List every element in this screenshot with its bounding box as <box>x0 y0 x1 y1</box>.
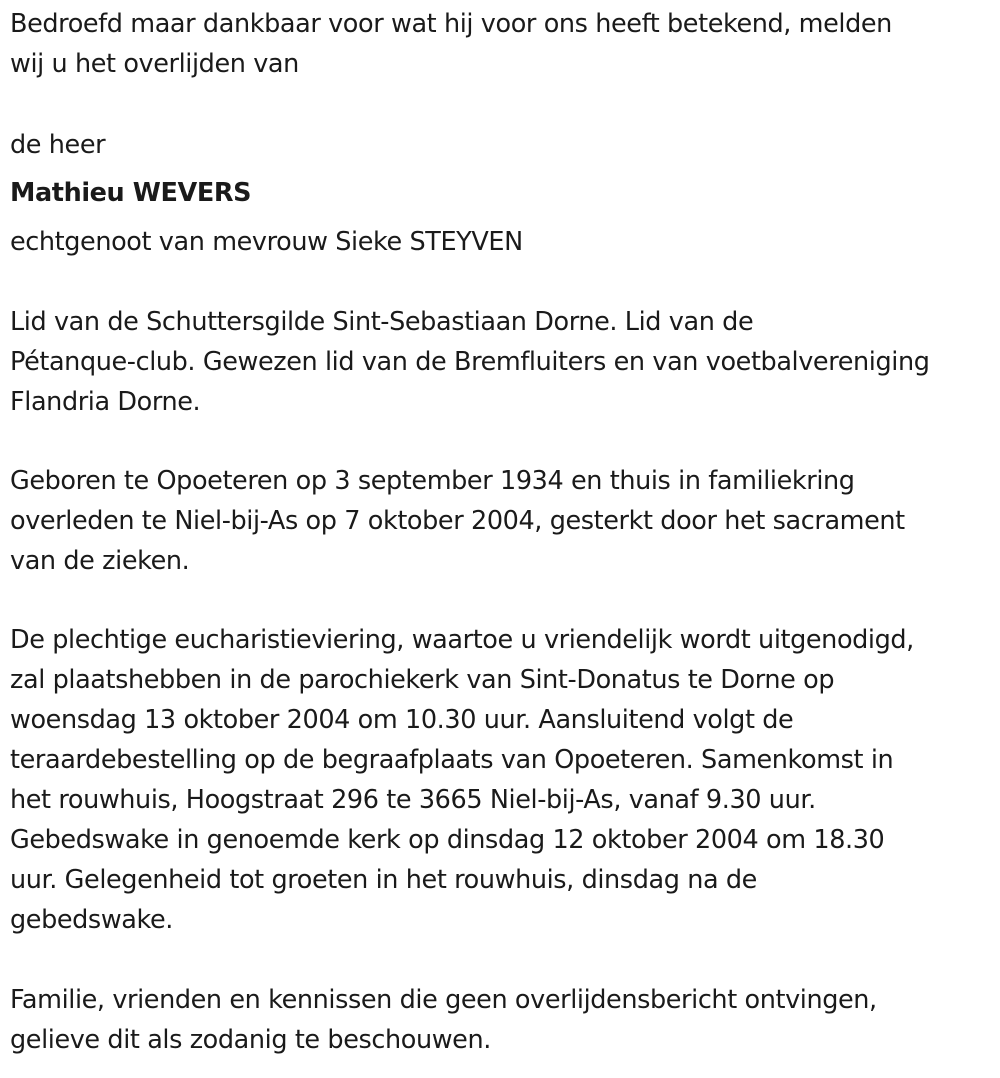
ceremony-line-6: Gebedswake in genoemde kerk op dinsdag 12 oktober 2004 om 18.30 <box>10 825 885 855</box>
intro-line-1: Bedroefd maar dankbaar voor wat hij voor ons heeft betekend, melden <box>10 9 892 39</box>
ceremony-line-4: teraardebestelling op de begraafplaats van Opoeteren. Samenkomst in <box>10 745 894 775</box>
ceremony-line-8: gebedswake. <box>10 905 173 935</box>
birth-death-line-1: Geboren te Opoeteren op 3 september 1934 en thuis in familiekring <box>10 466 855 496</box>
ceremony-line-1: De plechtige eucharistieviering, waartoe u vriendelijk wordt uitgenodigd, <box>10 625 914 655</box>
ceremony-line-3: woensdag 13 oktober 2004 om 10.30 uur. Aansluitend volgt de <box>10 705 794 735</box>
ceremony-line-7: uur. Gelegenheid tot groeten in het rouwhuis, dinsdag na de <box>10 865 757 895</box>
memberships-line-3: Flandria Dorne. <box>10 387 201 417</box>
closing-line-1: Familie, vrienden en kennissen die geen overlijdensbericht ontvingen, <box>10 985 877 1015</box>
memberships-line-2: Pétanque-club. Gewezen lid van de Bremfluiters en van voetbalvereniging <box>10 347 930 377</box>
memberships-line-1: Lid van de Schuttersgilde Sint-Sebastiaan Dorne. Lid van de <box>10 307 754 337</box>
birth-death-line-2: overleden te Niel-bij-As op 7 oktober 2004, gesterkt door het sacrament <box>10 506 905 536</box>
birth-death-line-3: van de zieken. <box>10 546 190 576</box>
closing-line-2: gelieve dit als zodanig te beschouwen. <box>10 1025 491 1055</box>
spouse-line: echtgenoot van mevrouw Sieke STEYVEN <box>10 227 523 257</box>
deceased-name: Mathieu WEVERS <box>10 178 252 208</box>
intro-line-2: wij u het overlijden van <box>10 49 299 79</box>
ceremony-line-5: het rouwhuis, Hoogstraat 296 te 3665 Niel-bij-As, vanaf 9.30 uur. <box>10 785 816 815</box>
salutation: de heer <box>10 130 106 160</box>
ceremony-line-2: zal plaatshebben in de parochiekerk van Sint-Donatus te Dorne op <box>10 665 835 695</box>
